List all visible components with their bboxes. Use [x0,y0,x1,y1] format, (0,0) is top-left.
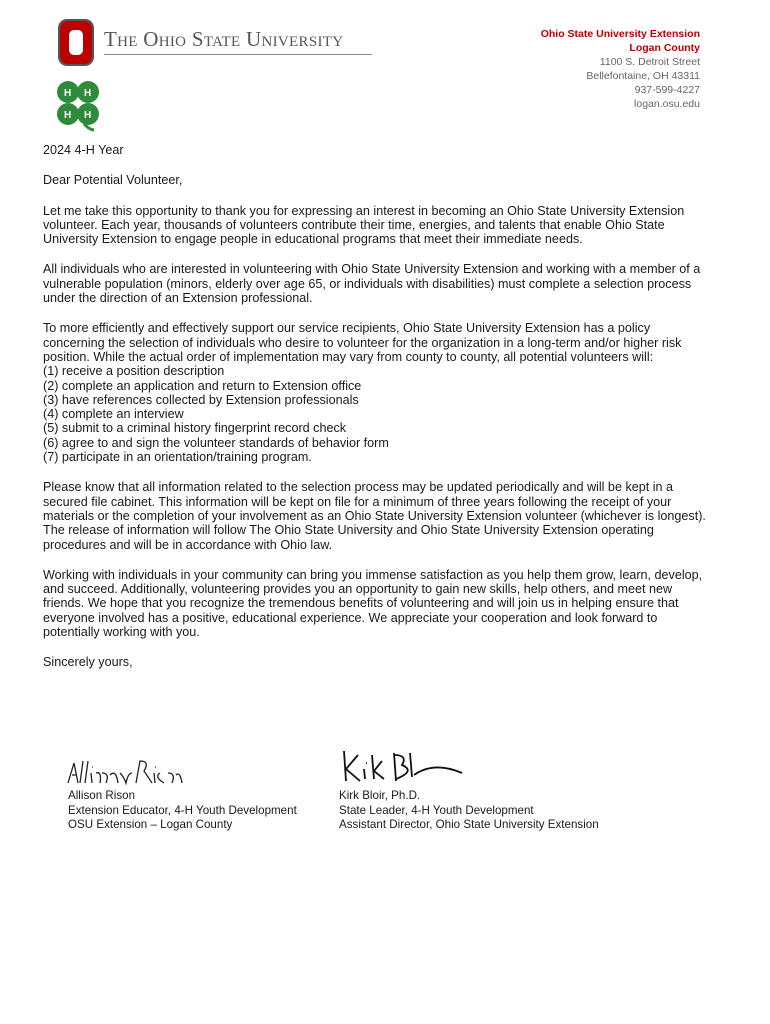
signer-org: OSU Extension – Logan County [68,818,233,832]
signature-allison-rison [64,755,184,790]
closing: Sincerely yours, [43,655,133,670]
letter-body [43,143,713,670]
step-item: (6) agree to and sign the volunteer standards of behavior form [43,435,389,450]
letter-year: 2024 4-H Year [43,143,124,157]
svg-text:H: H [84,88,92,99]
salutation: Dear Potential Volunteer, [43,173,183,188]
address-web: logan.osu.edu [634,98,700,110]
signer-block-left [68,789,297,833]
signer-org: Assistant Director, Ohio State University Extension [339,818,599,832]
address-phone: 937-599-4227 [634,84,700,96]
address-county: Logan County [629,42,700,54]
address-org: Ohio State University Extension [540,28,700,40]
signature-kirk-bloir [336,747,466,787]
paragraph-3: To more efficiently and effectively support our service recipients, Ohio State University Extension has a policy concerning the selection of individuals who desire to volunteer for the organization in a long-term and/or higher risk position. While the actual order of implementation may vary from county to county, all potential volunteers will: [43,321,682,364]
address-block [541,27,700,111]
address-city: Bellefontaine, OH 43311 [586,70,700,82]
step-item: (1) receive a position description [43,364,225,379]
svg-text:H: H [64,110,72,121]
step-item: (3) have references collected by Extension professionals [43,392,359,407]
step-item: (4) complete an interview [43,407,184,422]
step-item: (5) submit to a criminal history fingerprint record check [43,421,347,436]
paragraph-2: All individuals who are interested in volunteering with Ohio State University Extension and working with a member of a vulnerable population (minors, elderly over age 65, or individuals with disabilities) must complete a selection process under the direction of an Extension professional. [43,262,701,306]
header-divider [104,54,372,55]
paragraph-4: Please know that all information related to the selection process may be updated periodically and will be kept in a secured file cabinet. This information will be kept on file for a minimum of three years following the receipt of your materials or the completion of your involvement as an Ohio State University Extension volunteer (whichever is longest). The release of information will follow The Ohio State University and Ohio State University Extension operating procedures and will be in accordance with Ohio law. [43,480,706,552]
svg-text:H: H [64,88,72,99]
signer-title: Extension Educator, 4-H Youth Development [68,803,297,817]
address-street: 1100 S. Detroit Street [599,56,700,68]
osu-block-o-logo [58,19,94,66]
signer-title: State Leader, 4-H Youth Development [339,803,534,817]
step-item: (2) complete an application and return to Extension office [43,378,362,393]
signer-name: Allison Rison [68,789,136,802]
svg-text:H: H [84,110,92,121]
signer-name: Kirk Bloir, Ph.D. [339,789,421,802]
4h-clover-logo [50,76,106,132]
step-item: (7) participate in an orientation/training program. [43,450,312,465]
paragraph-1: Let me take this opportunity to thank you for expressing an interest in becoming an Ohio State University Extension volunteer. Each year, thousands of volunteers contribute their time, energies, and talents that enable Ohio State University Extension to engage people in educational programs that meet their immediate needs. [43,203,685,247]
signer-block-right [339,789,599,833]
university-name: The Ohio State University [104,27,344,51]
paragraph-5: Working with individuals in your community can bring you immense satisfaction as you help them grow, learn, develop, and succeed. Additionally, volunteering provides you an opportunity to gain new skills, help others, and meet new friends. We hope that you recognize the tremendous benefits of volunteering and will join us in helping ensure that everyone involved has a positive, educational experience. We appreciate your cooperation and look forward to potentially working with you. [43,567,703,640]
